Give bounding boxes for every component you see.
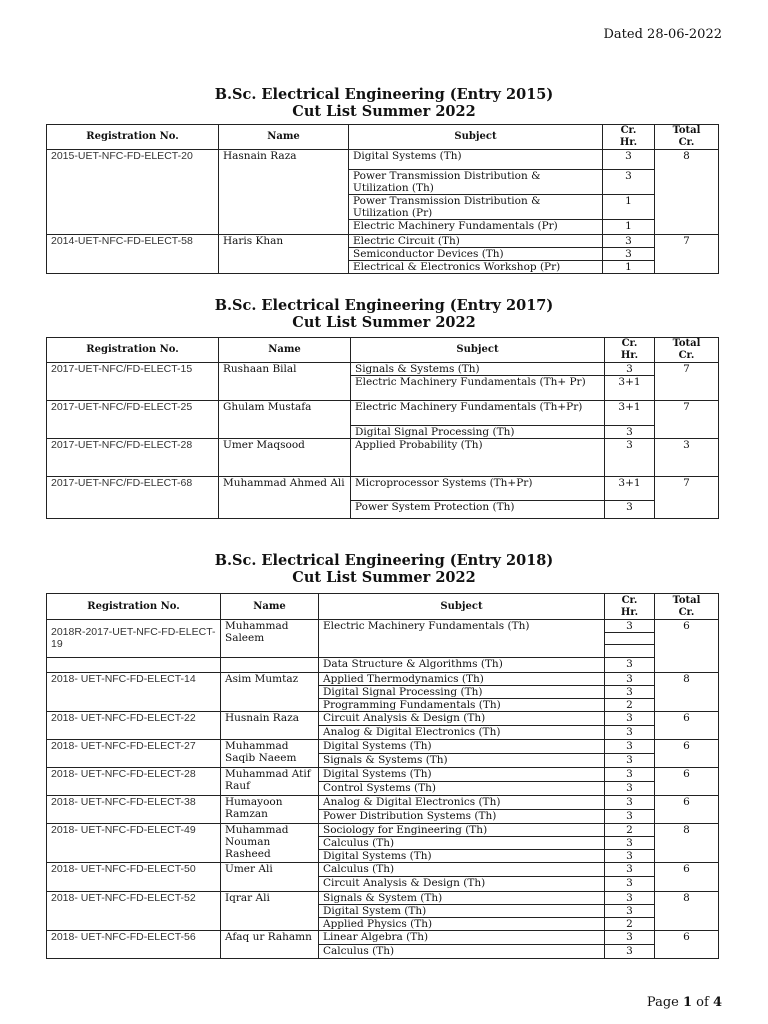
subject: Power Transmission Distribution & Utilization (Pr) [349,195,603,220]
credit-hours: 3+1 [605,401,655,426]
student-name: Muhammad Saqib Naeem [221,740,319,768]
table-row [47,477,719,501]
table-header-row [47,594,719,620]
table-row [47,658,719,673]
section-title: B.Sc. Electrical Engineering (Entry 2018) [214,552,554,569]
total-credits: 7 [655,401,719,439]
total-credits: 6 [655,620,719,673]
document-date: Dated 28-06-2022 [603,27,722,42]
total-credits: 7 [655,235,719,274]
subject: Analog & Digital Electronics (Th) [319,796,605,810]
col-header-name: Name [221,594,319,620]
subject: Data Structure & Algorithms (Th) [319,658,605,673]
subject: Electric Machinery Fundamentals (Th) [319,620,605,658]
table-header-row [47,338,719,363]
cut-list-table-2015 [46,124,719,274]
student-name: Umer Ali [221,863,319,892]
table-row [47,620,719,633]
total-credits: 7 [655,363,719,401]
total-credits: 8 [655,150,719,235]
table-row [47,712,719,726]
total-credits: 8 [655,824,719,863]
subject: Power System Protection (Th) [351,501,605,519]
page-number: Page 1 of 4 [646,995,722,1010]
subject: Digital System (Th) [319,905,605,918]
credit-hours: 3 [603,235,655,248]
credit-hours: 3+1 [605,376,655,401]
subject: Circuit Analysis & Design (Th) [319,712,605,726]
credit-hours: 2 [605,699,655,712]
credit-hours: 3 [605,501,655,519]
col-header-subject: Subject [351,338,605,363]
credit-hours: 3 [605,712,655,726]
student-name: Muhammad Nouman Rasheed [221,824,319,863]
subject: Calculus (Th) [319,945,605,959]
col-header-subject: Subject [349,125,603,150]
credit-hours: 3 [605,754,655,768]
section-subtitle: Cut List Summer 2022 [292,569,476,586]
total-credits: 6 [655,768,719,796]
subject: Signals & System (Th) [319,892,605,905]
credit-hours-blank [605,645,655,658]
col-header-cr: Cr. Hr. [603,125,655,150]
student-name: Muhammad Saleem [221,620,319,658]
student-name: Humayoon Ramzan [221,796,319,824]
credit-hours: 3 [605,892,655,905]
student-name: Rushaan Bilal [219,363,351,401]
credit-hours: 3 [605,363,655,376]
credit-hours: 3 [605,426,655,439]
registration-no-blank [47,658,221,673]
total-credits: 6 [655,740,719,768]
student-name: Husnain Raza [221,712,319,740]
subject: Electric Machinery Fundamentals (Th+ Pr) [351,376,605,401]
subject: Microprocessor Systems (Th+Pr) [351,477,605,501]
col-header-total: Total Cr. [655,338,719,363]
total-credits: 3 [655,439,719,477]
registration-no: 2017-UET-NFC/FD-ELECT-15 [47,363,219,401]
col-header-reg: Registration No. [47,594,221,620]
registration-no: 2017-UET-NFC/FD-ELECT-68 [47,477,219,519]
table-row [47,863,719,877]
table-row [47,892,719,905]
subject: Applied Thermodynamics (Th) [319,673,605,686]
table-row [47,401,719,426]
total-credits: 7 [655,477,719,519]
credit-hours: 1 [603,261,655,274]
cut-list-table-2017 [46,337,719,519]
table-row [47,439,719,477]
section-subtitle: Cut List Summer 2022 [292,103,476,120]
table-row [47,673,719,686]
section-title: B.Sc. Electrical Engineering (Entry 2015) [214,86,554,103]
credit-hours: 3 [605,931,655,945]
registration-no: 2018- UET-NFC-FD-ELECT-52 [47,892,221,931]
credit-hours: 3 [605,782,655,796]
total-credits: 8 [655,892,719,931]
subject: Applied Probability (Th) [351,439,605,477]
col-header-reg: Registration No. [47,125,219,150]
col-header-cr: Cr. Hr. [605,338,655,363]
student-name: Ghulam Mustafa [219,401,351,439]
credit-hours: 3 [605,726,655,740]
credit-hours: 1 [603,220,655,235]
credit-hours: 3 [605,658,655,673]
subject: Applied Physics (Th) [319,918,605,931]
credit-hours: 3 [605,945,655,959]
credit-hours: 3 [605,740,655,754]
registration-no: 2014-UET-NFC-FD-ELECT-58 [47,235,219,274]
registration-no: 2018- UET-NFC-FD-ELECT-50 [47,863,221,892]
section-subtitle: Cut List Summer 2022 [292,314,476,331]
credit-hours: 3+1 [605,477,655,501]
student-name: Muhammad Ahmed Ali [219,477,351,519]
subject: Digital Signal Processing (Th) [351,426,605,439]
col-header-subject: Subject [319,594,605,620]
student-name: Hasnain Raza [219,150,349,235]
registration-no: 2018- UET-NFC-FD-ELECT-22 [47,712,221,740]
subject: Calculus (Th) [319,837,605,850]
subject: Digital Signal Processing (Th) [319,686,605,699]
credit-hours: 3 [603,248,655,261]
credit-hours: 3 [605,673,655,686]
registration-no: 2017-UET-NFC/FD-ELECT-25 [47,401,219,439]
student-name: Haris Khan [219,235,349,274]
subject: Electric Machinery Fundamentals (Pr) [349,220,603,235]
col-header-total: Total Cr. [655,594,719,620]
credit-hours: 3 [605,768,655,782]
subject: Digital Systems (Th) [319,768,605,782]
cut-list-table-2018 [46,593,719,959]
subject: Power Distribution Systems (Th) [319,810,605,824]
credit-hours: 1 [603,195,655,220]
table-row [47,768,719,782]
credit-hours: 2 [605,918,655,931]
table-row [47,740,719,754]
subject: Signals & Systems (Th) [351,363,605,376]
table-row [47,235,719,248]
student-name-blank [221,658,319,673]
col-header-total: Total Cr. [655,125,719,150]
col-header-name: Name [219,338,351,363]
col-header-cr: Cr. Hr. [605,594,655,620]
subject: Semiconductor Devices (Th) [349,248,603,261]
credit-hours: 3 [605,620,655,633]
subject: Digital Systems (Th) [349,150,603,170]
subject: Digital Systems (Th) [319,740,605,754]
table-row [47,824,719,837]
section-2015-heading [0,86,768,120]
credit-hours: 3 [605,810,655,824]
credit-hours: 3 [605,837,655,850]
table-row [47,363,719,376]
total-credits: 6 [655,796,719,824]
section-2018-heading [0,552,768,586]
col-header-name: Name [219,125,349,150]
col-header-reg: Registration No. [47,338,219,363]
registration-no: 2018- UET-NFC-FD-ELECT-14 [47,673,221,712]
table-row [47,150,719,170]
subject: Sociology for Engineering (Th) [319,824,605,837]
registration-no: 2018- UET-NFC-FD-ELECT-56 [47,931,221,959]
total-credits: 6 [655,931,719,959]
registration-no: 2018R-2017-UET-NFC-FD-ELECT-19 [47,620,221,658]
table-header-row [47,125,719,150]
section-title: B.Sc. Electrical Engineering (Entry 2017) [214,297,554,314]
credit-hours: 3 [605,905,655,918]
credit-hours: 3 [605,850,655,863]
student-name: Iqrar Ali [221,892,319,931]
subject: Digital Systems (Th) [319,850,605,863]
subject: Power Transmission Distribution & Utilization (Th) [349,170,603,195]
student-name: Umer Maqsood [219,439,351,477]
registration-no: 2018- UET-NFC-FD-ELECT-49 [47,824,221,863]
credit-hours: 3 [603,150,655,170]
total-credits: 8 [655,673,719,712]
credit-hours: 3 [605,796,655,810]
credit-hours: 3 [605,877,655,892]
table-row [47,796,719,810]
credit-hours: 3 [605,686,655,699]
credit-hours: 3 [605,863,655,877]
subject: Circuit Analysis & Design (Th) [319,877,605,892]
subject: Electric Machinery Fundamentals (Th+Pr) [351,401,605,426]
subject: Control Systems (Th) [319,782,605,796]
registration-no: 2018- UET-NFC-FD-ELECT-38 [47,796,221,824]
credit-hours: 3 [605,439,655,477]
total-credits: 6 [655,712,719,740]
student-name: Asim Mumtaz [221,673,319,712]
subject: Electrical & Electronics Workshop (Pr) [349,261,603,274]
credit-hours-blank [605,633,655,645]
registration-no: 2015-UET-NFC-FD-ELECT-20 [47,150,219,235]
credit-hours: 3 [603,170,655,195]
subject: Calculus (Th) [319,863,605,877]
section-2017-heading [0,297,768,331]
subject: Signals & Systems (Th) [319,754,605,768]
registration-no: 2018- UET-NFC-FD-ELECT-27 [47,740,221,768]
subject: Programming Fundamentals (Th) [319,699,605,712]
registration-no: 2017-UET-NFC/FD-ELECT-28 [47,439,219,477]
student-name: Afaq ur Rahamn [221,931,319,959]
credit-hours: 2 [605,824,655,837]
student-name: Muhammad Atif Rauf [221,768,319,796]
total-credits: 6 [655,863,719,892]
table-row [47,931,719,945]
subject: Electric Circuit (Th) [349,235,603,248]
subject: Analog & Digital Electronics (Th) [319,726,605,740]
subject: Linear Algebra (Th) [319,931,605,945]
registration-no: 2018- UET-NFC-FD-ELECT-28 [47,768,221,796]
